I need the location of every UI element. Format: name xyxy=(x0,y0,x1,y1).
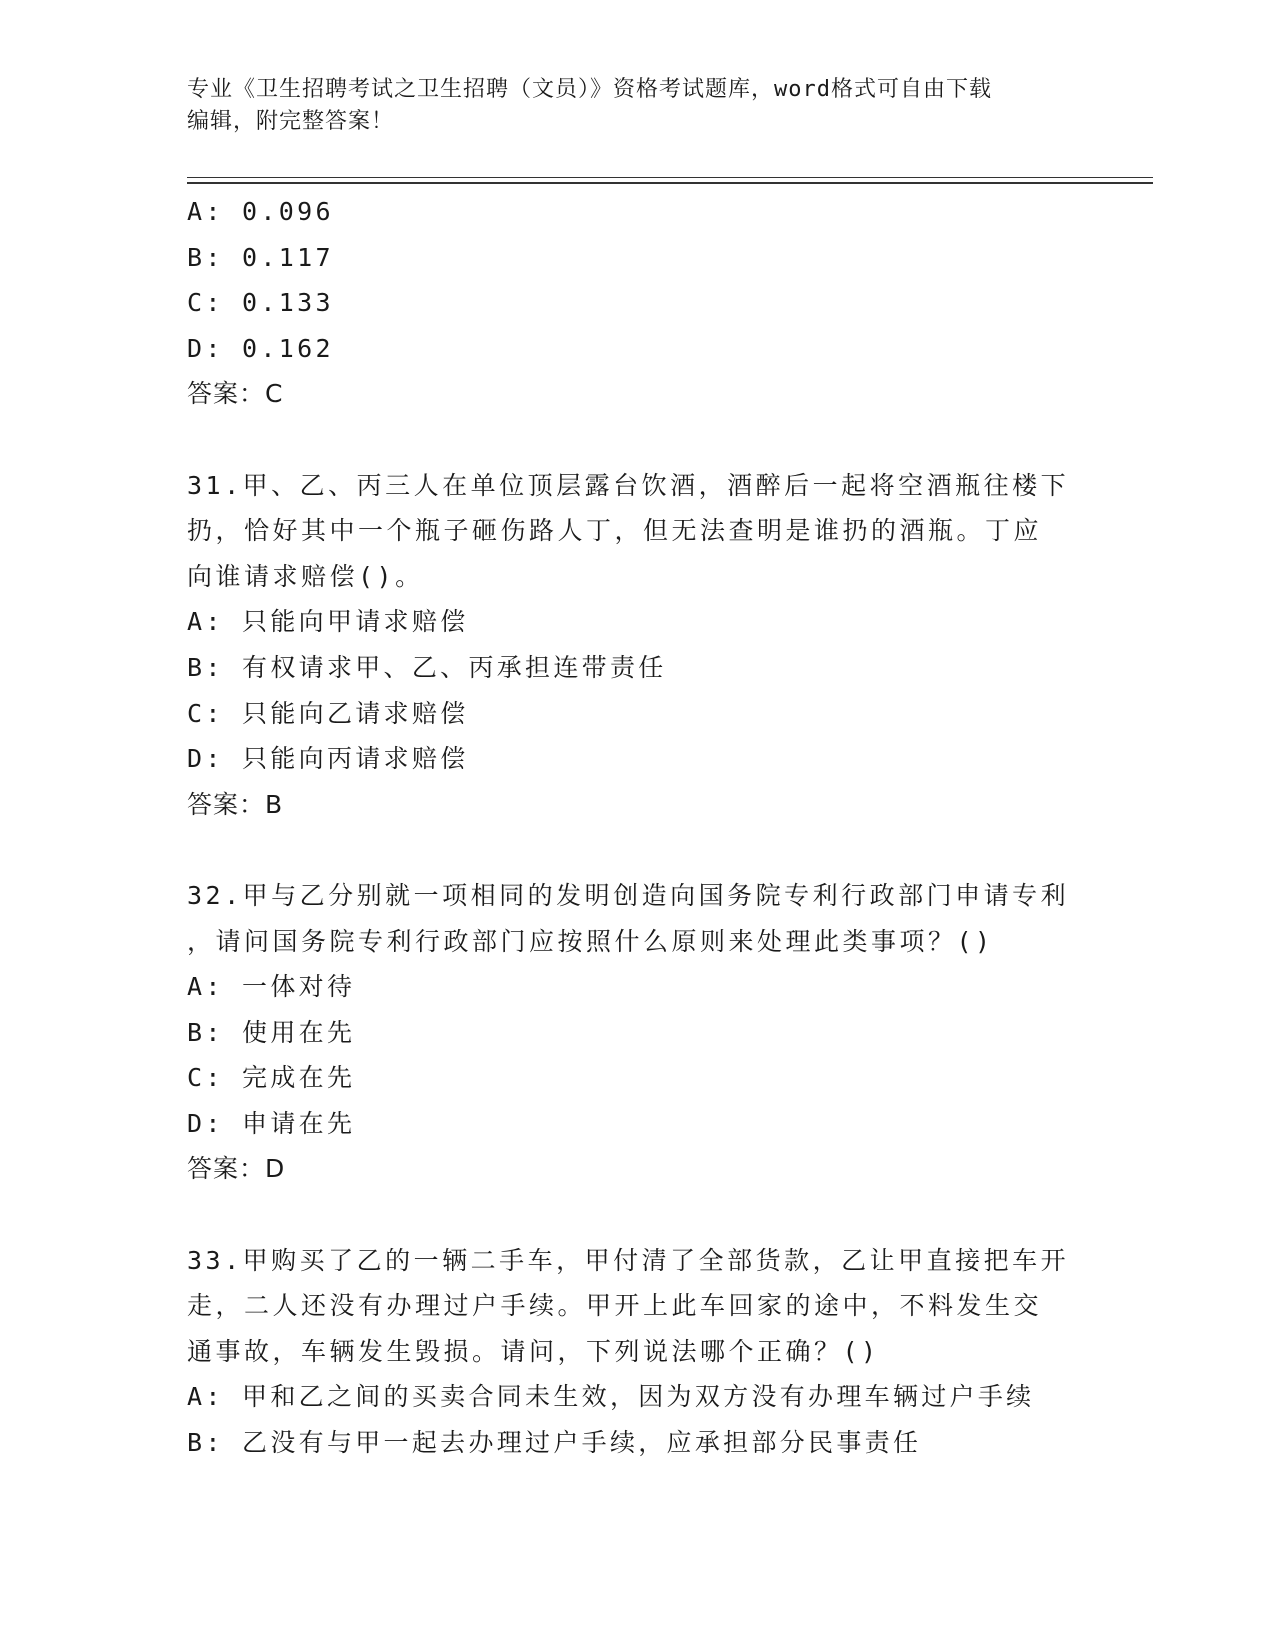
header-divider-thick xyxy=(187,182,1153,184)
document-header xyxy=(187,74,1087,138)
option-a: A: 甲和乙之间的买卖合同未生效，因为双方没有办理车辆过户手续 xyxy=(187,1382,1035,1412)
option-d: D: 只能向丙请求赔偿 xyxy=(187,744,469,774)
answer-label: 答案： xyxy=(187,379,266,409)
option-d: D: 0.162 xyxy=(187,333,334,363)
answer-line xyxy=(187,782,1087,828)
question-stem xyxy=(187,1238,1087,1375)
answer-label: 答案： xyxy=(187,1154,266,1184)
option-d: D: 申请在先 xyxy=(187,1108,356,1138)
option-c: C: 完成在先 xyxy=(187,1063,356,1093)
question-33 xyxy=(187,1238,1087,1466)
question-31 xyxy=(187,463,1087,828)
answer-value: D xyxy=(265,1154,286,1184)
answer-value: B xyxy=(265,789,284,819)
header-divider-thin xyxy=(187,177,1153,178)
question-list xyxy=(187,189,1087,1466)
option-a: A: 一体对待 xyxy=(187,972,356,1002)
answer-line xyxy=(187,371,1087,417)
option-c: C: 只能向乙请求赔偿 xyxy=(187,698,469,728)
stem-line: ，请问国务院专利行政部门应按照什么原则来处理此类事项？() xyxy=(187,926,994,956)
question-32 xyxy=(187,873,1087,1192)
answer-line xyxy=(187,1146,1087,1192)
stem-line: 32.甲与乙分别就一项相同的发明创造向国务院专利行政部门申请专利 xyxy=(187,880,1070,910)
option-a: A: 只能向甲请求赔偿 xyxy=(187,607,469,637)
stem-line: 向谁请求赔偿()。 xyxy=(187,561,424,591)
option-b: B: 0.117 xyxy=(187,242,334,272)
option-c: C: 0.133 xyxy=(187,288,334,318)
stem-line: 走，二人还没有办理过户手续。甲开上此车回家的途中，不料发生交 xyxy=(187,1291,1043,1321)
option-b: B: 乙没有与甲一起去办理过户手续，应承担部分民事责任 xyxy=(187,1428,922,1458)
stem-line: 33.甲购买了乙的一辆二手车，甲付清了全部货款，乙让甲直接把车开 xyxy=(187,1245,1070,1275)
option-b: B: 使用在先 xyxy=(187,1017,356,1047)
stem-line: 扔，恰好其中一个瓶子砸伤路人丁，但无法查明是谁扔的酒瓶。丁应 xyxy=(187,516,1043,546)
header-title-line-1: 专业《卫生招聘考试之卫生招聘（文员）》资格考试题库，word格式可自由下载 xyxy=(187,77,992,102)
option-a: A: 0.096 xyxy=(187,197,334,226)
stem-line: 31.甲、乙、丙三人在单位顶层露台饮酒，酒醉后一起将空酒瓶往楼下 xyxy=(187,470,1070,500)
question-stem xyxy=(187,463,1087,600)
header-title-line-2: 编辑，附完整答案！ xyxy=(187,109,395,134)
spacer xyxy=(187,827,1087,873)
spacer xyxy=(187,1192,1087,1238)
answer-label: 答案： xyxy=(187,789,266,819)
question-30-tail xyxy=(187,189,1087,417)
question-stem xyxy=(187,873,1087,964)
answer-value: C xyxy=(265,379,284,409)
option-b: B: 有权请求甲、乙、丙承担连带责任 xyxy=(187,652,667,682)
stem-line: 通事故，车辆发生毁损。请问，下列说法哪个正确？() xyxy=(187,1336,880,1366)
spacer xyxy=(187,417,1087,463)
